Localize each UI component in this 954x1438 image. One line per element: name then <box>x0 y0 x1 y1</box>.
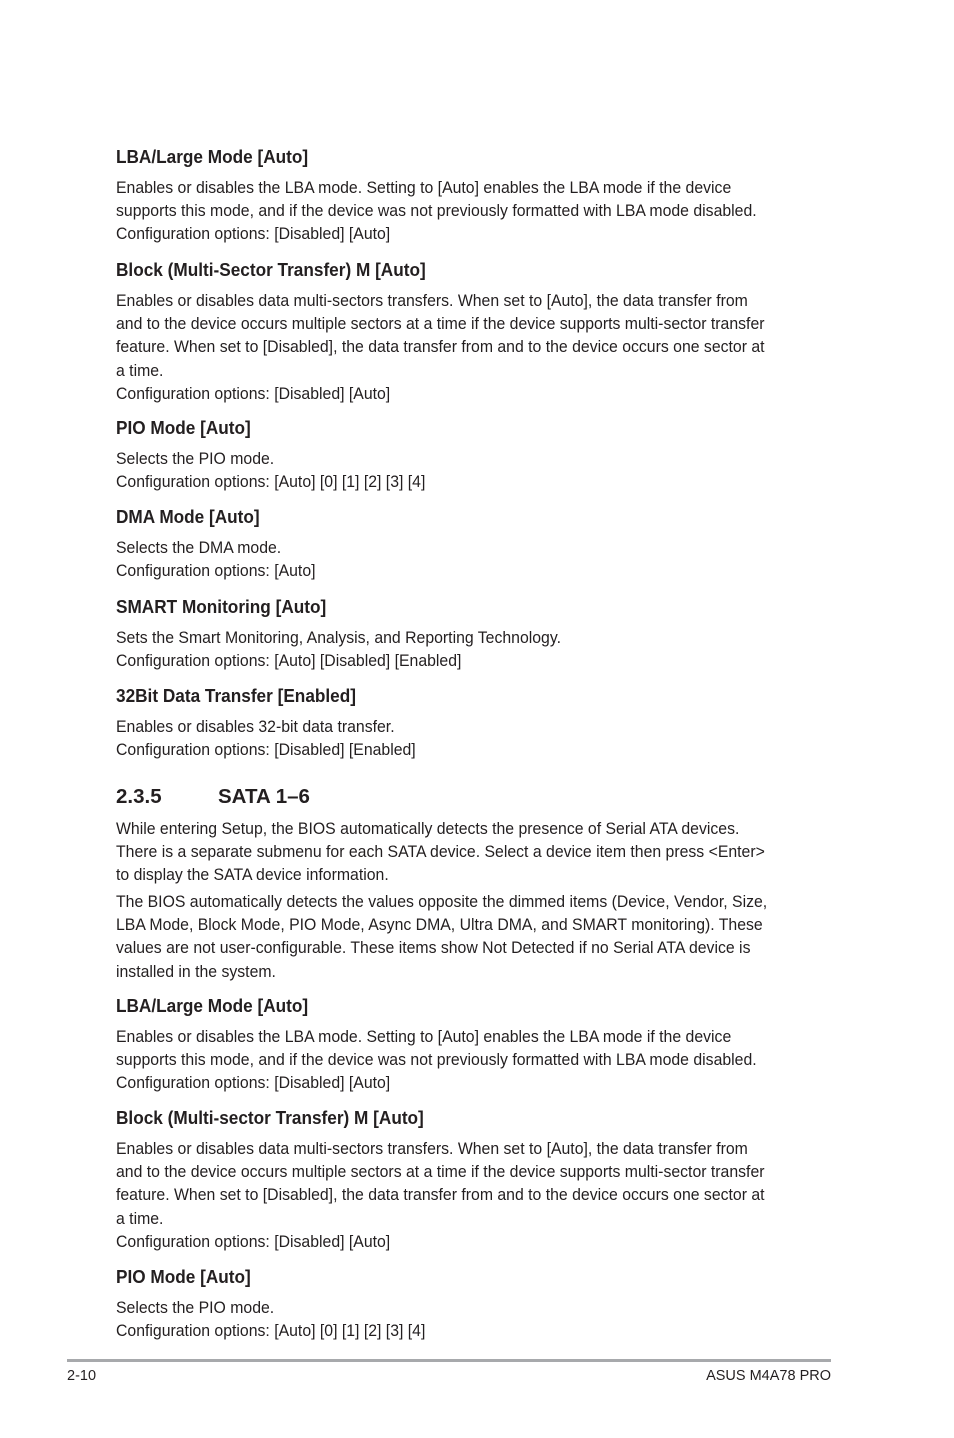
footer-divider <box>67 1359 831 1362</box>
heading-lba-large-mode: LBA/Large Mode [Auto] <box>116 146 309 167</box>
text-line: Configuration options: [Disabled] [Enabled] <box>116 740 416 760</box>
text-line: Configuration options: [Disabled] [Auto] <box>116 224 391 244</box>
section-name: SATA 1–6 <box>218 785 310 808</box>
text-line: Configuration options: [Auto] <box>116 561 316 581</box>
text-line: and to the device occurs multiple sectors at a time if the device supports multi-sector transfer <box>116 1162 765 1182</box>
text-line: and to the device occurs multiple sectors at a time if the device supports multi-sector transfer <box>116 314 765 334</box>
text-line: to display the SATA device information. <box>116 865 389 885</box>
text-line: Configuration options: [Auto] [Disabled] [Enabled] <box>116 651 462 671</box>
heading-dma-mode: DMA Mode [Auto] <box>116 506 260 527</box>
intro-paragraph-1 <box>116 817 823 887</box>
text-line: Enables or disables data multi-sectors transfers. When set to [Auto], the data transfer from <box>116 1139 748 1158</box>
text-line: Enables or disables 32-bit data transfer. <box>116 717 395 736</box>
section-number: 2.3.5 <box>116 785 162 808</box>
pio-mode-description <box>116 447 823 493</box>
text-line: LBA Mode, Block Mode, PIO Mode, Async DMA, Ultra DMA, and SMART monitoring). These <box>116 915 763 935</box>
text-line: values are not user-configurable. These items show Not Detected if no Serial ATA device is <box>116 938 751 958</box>
text-line: feature. When set to [Disabled], the data transfer from and to the device occurs one sector at <box>116 337 765 357</box>
text-line: Configuration options: [Auto] [0] [1] [2] [3] [4] <box>116 1321 426 1341</box>
heading-32bit-transfer: 32Bit Data Transfer [Enabled] <box>116 685 356 706</box>
text-line: feature. When set to [Disabled], the data transfer from and to the device occurs one sector at <box>116 1185 765 1205</box>
lba-large-mode-description <box>116 176 823 246</box>
heading-smart-monitoring: SMART Monitoring [Auto] <box>116 596 327 617</box>
block-transfer-description <box>116 289 823 405</box>
smart-monitoring-description <box>116 626 823 672</box>
text-line: Configuration options: [Disabled] [Auto] <box>116 1073 391 1093</box>
heading-lba-large-mode: LBA/Large Mode [Auto] <box>116 995 309 1016</box>
text-line: Sets the Smart Monitoring, Analysis, and Reporting Technology. <box>116 628 561 647</box>
heading-block-transfer: Block (Multi-Sector Transfer) M [Auto] <box>116 259 426 280</box>
intro-paragraph-2 <box>116 890 823 983</box>
text-line: While entering Setup, the BIOS automatically detects the presence of Serial ATA devices. <box>116 819 740 838</box>
heading-block-transfer: Block (Multi-sector Transfer) M [Auto] <box>116 1107 424 1128</box>
pio-mode-description <box>116 1296 823 1342</box>
text-line: The BIOS automatically detects the values opposite the dimmed items (Device, Vendor, Size, <box>116 892 768 911</box>
text-line: Configuration options: [Auto] [0] [1] [2] [3] [4] <box>116 472 426 492</box>
text-line: Enables or disables data multi-sectors transfers. When set to [Auto], the data transfer from <box>116 291 748 310</box>
dma-mode-description <box>116 536 823 582</box>
text-line: Enables or disables the LBA mode. Setting to [Auto] enables the LBA mode if the device <box>116 1027 732 1046</box>
heading-pio-mode: PIO Mode [Auto] <box>116 1266 251 1287</box>
text-line: Selects the PIO mode. <box>116 449 275 468</box>
text-line: supports this mode, and if the device was not previously formatted with LBA mode disabled. <box>116 1050 757 1070</box>
text-line: Configuration options: [Disabled] [Auto] <box>116 383 391 403</box>
text-line: a time. <box>116 1208 164 1228</box>
product-name: ASUS M4A78 PRO <box>706 1368 831 1384</box>
text-line: supports this mode, and if the device was not previously formatted with LBA mode disabled. <box>116 201 757 221</box>
text-line: Selects the DMA mode. <box>116 538 282 557</box>
heading-pio-mode: PIO Mode [Auto] <box>116 417 251 438</box>
section-title <box>116 785 310 809</box>
text-line: installed in the system. <box>116 961 276 981</box>
block-transfer-description <box>116 1137 823 1253</box>
text-line: a time. <box>116 360 164 380</box>
32bit-transfer-description <box>116 715 823 761</box>
text-line: Enables or disables the LBA mode. Setting to [Auto] enables the LBA mode if the device <box>116 178 732 197</box>
lba-large-mode-description <box>116 1025 823 1095</box>
text-line: Configuration options: [Disabled] [Auto] <box>116 1231 391 1251</box>
text-line: Selects the PIO mode. <box>116 1298 275 1317</box>
text-line: There is a separate submenu for each SATA device. Select a device item then press <Enter> <box>116 842 765 862</box>
page-number: 2-10 <box>67 1368 97 1384</box>
